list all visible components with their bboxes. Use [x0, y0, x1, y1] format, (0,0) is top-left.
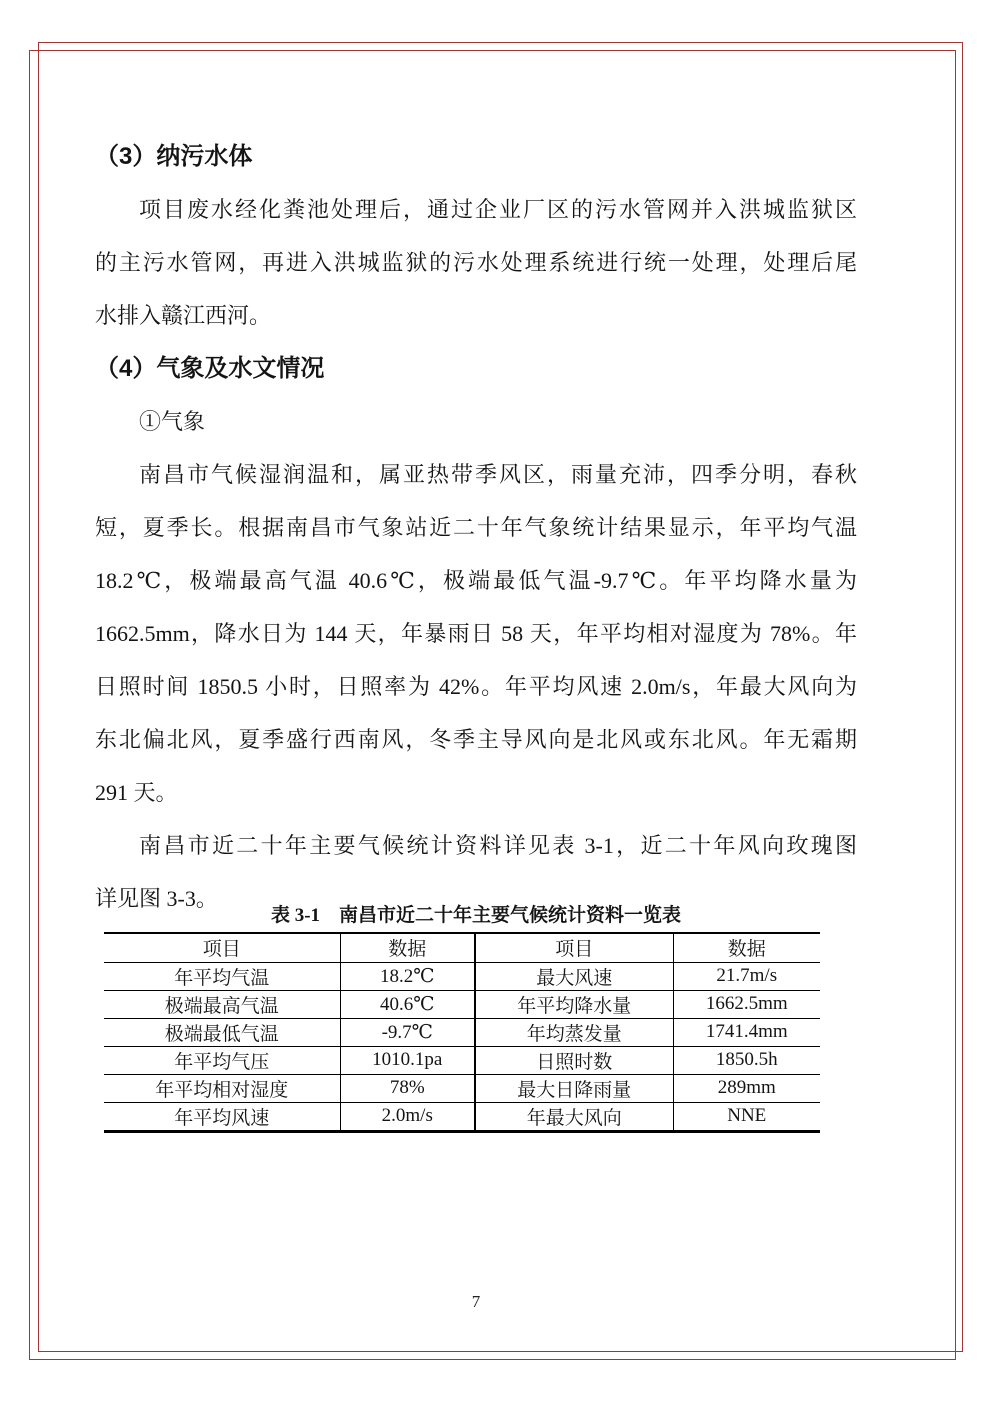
table-cell: 1741.4mm	[673, 1018, 820, 1046]
table-header-item: 项目	[475, 933, 673, 962]
paragraph-line: 详见图 3-3。	[95, 886, 218, 911]
table-cell: 21.7m/s	[673, 962, 820, 990]
paragraph-line: 南昌市近二十年主要气候统计资料详见表 3-1，近二十年风向玫瑰图	[139, 833, 857, 858]
table-cell: 年平均相对湿度	[104, 1074, 340, 1102]
table-cell: 40.6℃	[340, 990, 475, 1018]
section-heading-3: （3）纳污水体	[95, 143, 253, 170]
table-header-row	[104, 933, 820, 962]
document-body	[95, 130, 857, 925]
table-caption: 表 3-1 南昌市近二十年主要气候统计资料一览表	[270, 905, 682, 926]
table-cell: 1010.1pa	[340, 1046, 475, 1074]
paragraph-line: 的主污水管网，再进入洪城监狱的污水处理系统进行统一处理，处理后尾	[95, 250, 857, 275]
table-header-item: 项目	[104, 933, 340, 962]
paragraph-line: 南昌市气候湿润温和，属亚热带季风区，雨量充沛，四季分明，春秋	[139, 462, 857, 487]
paragraph-line: 18.2℃，极端最高气温 40.6℃，极端最低气温-9.7℃。年平均降水量为	[95, 568, 857, 593]
paragraph-line: 291 天。	[95, 780, 178, 805]
paragraph-line: 1662.5mm，降水日为 144 天，年暴雨日 58 天，年平均相对湿度为 78%。年	[95, 621, 857, 646]
table-cell: 年平均风速	[104, 1102, 340, 1131]
paragraph-line: 项目废水经化粪池处理后，通过企业厂区的污水管网并入洪城监狱区	[139, 197, 857, 222]
table-row	[104, 1102, 820, 1131]
table-header-data: 数据	[727, 939, 766, 961]
table-cell: 1850.5h	[673, 1046, 820, 1074]
table-cell: 18.2℃	[340, 962, 475, 990]
table-cell: 年平均降水量	[475, 990, 673, 1018]
page-number: 7	[471, 1292, 481, 1311]
table-cell: 年平均气压	[104, 1046, 340, 1074]
paragraph-line: 短，夏季长。根据南昌市气象站近二十年气象统计结果显示，年平均气温	[95, 515, 857, 540]
table-cell: -9.7℃	[340, 1018, 475, 1046]
table-cell: 1662.5mm	[673, 990, 820, 1018]
table-cell: 年最大风向	[475, 1102, 673, 1131]
table-cell: 289mm	[673, 1074, 820, 1102]
paragraph-line: 东北偏北风，夏季盛行西南风，冬季主导风向是北风或东北风。年无霜期	[95, 727, 857, 752]
section-heading-4: （4）气象及水文情况	[95, 355, 325, 382]
table-row	[104, 990, 820, 1018]
climate-statistics-table	[104, 932, 820, 1133]
table-cell: 日照时数	[475, 1046, 673, 1074]
table-cell: NNE	[673, 1102, 820, 1131]
table-row	[104, 1074, 820, 1102]
table-cell: 78%	[340, 1074, 475, 1102]
table-header-data: 数据	[340, 933, 475, 962]
table-cell: 2.0m/s	[340, 1102, 475, 1131]
table-cell: 极端最低气温	[104, 1018, 340, 1046]
table-cell: 极端最高气温	[104, 990, 340, 1018]
table-cell: 最大风速	[475, 962, 673, 990]
table-row	[104, 962, 820, 990]
table-row	[104, 1018, 820, 1046]
paragraph-line: 水排入赣江西河。	[95, 303, 272, 328]
table-cell: 年均蒸发量	[475, 1018, 673, 1046]
paragraph-line: 日照时间 1850.5 小时，日照率为 42%。年平均风速 2.0m/s，年最大风向为	[95, 674, 857, 699]
table-cell: 年平均气温	[104, 962, 340, 990]
subsection-heading-weather: ①气象	[139, 409, 206, 434]
table-row	[104, 1046, 820, 1074]
table-cell: 最大日降雨量	[475, 1074, 673, 1102]
